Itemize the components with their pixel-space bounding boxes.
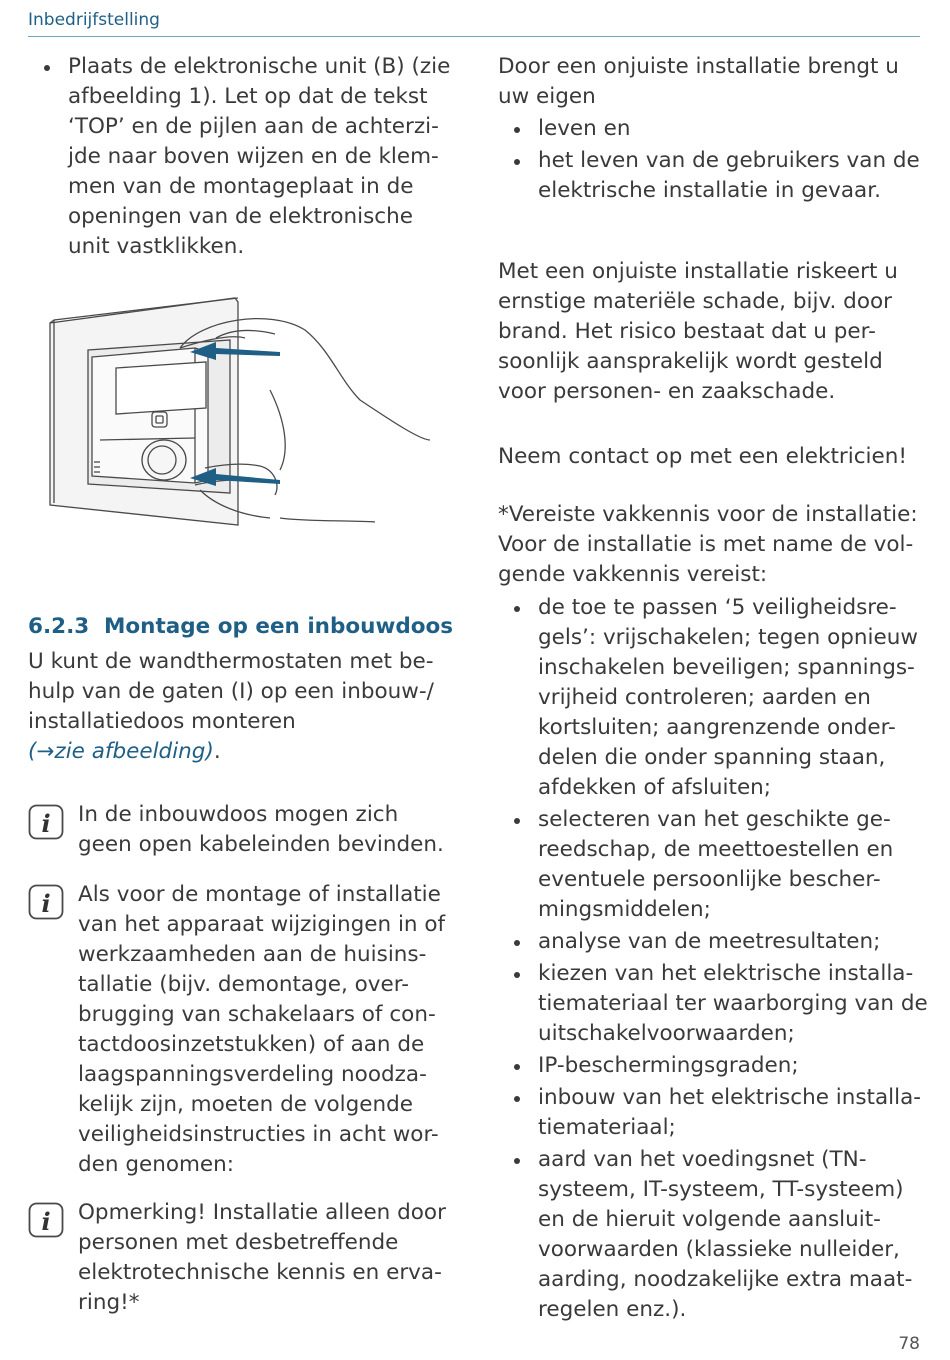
bullet1-text xyxy=(68,52,458,262)
req-intro-line: gende vakkennis vereist: xyxy=(498,562,768,587)
running-header: Inbedrijfstelling xyxy=(28,10,920,37)
requirement-item xyxy=(498,1083,928,1143)
requirement-item xyxy=(498,959,928,1049)
install-steps-list xyxy=(28,52,458,262)
note3-line: Opmerking! Installatie alleen door xyxy=(78,1200,446,1225)
paragraph-lines xyxy=(28,647,458,737)
left-column xyxy=(28,52,458,264)
damage-line: voor personen- en zaakschade. xyxy=(498,379,836,404)
requirement-item xyxy=(498,1051,928,1081)
requirement-item-line: regelen enz.). xyxy=(538,1297,687,1322)
note1-line: In de inbouwdoos mogen zich xyxy=(78,802,399,827)
note2-line: tallatie (bijv. demontage, over- xyxy=(78,972,409,997)
bullet1-line: ‘TOP’ en de pijlen aan de achterzi- xyxy=(68,114,439,139)
requirement-item-line: aarding, noodzakelijke extra maat- xyxy=(538,1267,913,1292)
paragraph-line: U kunt de wandthermostaten met be- xyxy=(28,649,434,674)
requirement-item-line: afdekken of afsluiten; xyxy=(538,775,772,800)
risk-list-block xyxy=(498,114,928,208)
requirement-item xyxy=(498,805,928,925)
mounting-illustration xyxy=(30,290,430,540)
bullet1-line: openingen van de elektronische xyxy=(68,204,413,229)
requirement-item-line: mingsmiddelen; xyxy=(538,897,711,922)
requirement-item-line: uitschakelvoorwaarden; xyxy=(538,1021,795,1046)
svg-text:i: i xyxy=(41,889,51,918)
note3-line: elektrotechnische kennis en erva- xyxy=(78,1260,442,1285)
required-knowledge-intro xyxy=(498,500,928,590)
requirement-item-line: inbouw van het elektrische installa- xyxy=(538,1085,922,1110)
requirement-item-line: en de hieruit volgende aansluit- xyxy=(538,1207,881,1232)
figure-reference: (→zie afbeelding) xyxy=(28,739,214,764)
intro-line: uw eigen xyxy=(498,84,596,109)
paragraph-line: hulp van de gaten (I) op een inbouw-/ xyxy=(28,679,434,704)
damage-line: ernstige materiële schade, bijv. door xyxy=(498,289,892,314)
requirement-item-line: vrijheid controleren; aarden en xyxy=(538,685,871,710)
bullet1-line: Plaats de elektronische unit (B) (zie xyxy=(68,54,451,79)
figure-reference-suffix: . xyxy=(213,739,221,764)
requirement-item-line: systeem, IT-systeem, TT-systeem) xyxy=(538,1177,904,1202)
svg-text:i: i xyxy=(41,1207,51,1236)
requirement-item-line: de toe te passen ‘5 veiligheidsre- xyxy=(538,595,897,620)
requirement-item-line: aard van het voedingsnet (TN- xyxy=(538,1147,867,1172)
paragraph-line: installatiedoos monteren xyxy=(28,709,296,734)
note3-line: ring!* xyxy=(78,1290,140,1315)
info-note-modifications xyxy=(28,880,458,1180)
note2-line: van het apparaat wijzigingen in of xyxy=(78,912,446,937)
risk-item xyxy=(498,114,928,144)
section-number: 6.2.3 xyxy=(28,614,90,639)
bullet1-line: men van de montageplaat in de xyxy=(68,174,414,199)
note2-line: veiligheidsinstructies in acht wor- xyxy=(78,1122,439,1147)
note2-line: laagspanningsverdeling noodza- xyxy=(78,1062,427,1087)
requirement-item xyxy=(498,927,928,957)
note1-text xyxy=(78,800,458,860)
mounting-paragraph xyxy=(28,647,458,767)
risk-item-line: leven en xyxy=(538,116,631,141)
requirement-item-line: inschakelen beveiligen; spannings- xyxy=(538,655,915,680)
requirement-item-line: gels’: vrijschakelen; tegen opnieuw xyxy=(538,625,918,650)
intro-line: Door een onjuiste installatie brengt u xyxy=(498,54,899,79)
requirement-item-line: analyse van de meetresultaten; xyxy=(538,929,881,954)
damage-line: soonlijk aansprakelijk wordt gesteld xyxy=(498,349,883,374)
note2-text xyxy=(78,880,458,1180)
damage-line: Met een onjuiste installatie riskeert u xyxy=(498,259,898,284)
risk-item-line: elektrische installatie in gevaar. xyxy=(538,178,881,203)
required-knowledge-list xyxy=(498,593,928,1325)
bullet1-line: jde naar boven wijzen en de klem- xyxy=(68,144,439,169)
bullet1-line: afbeelding 1). Let op dat de tekst xyxy=(68,84,428,109)
svg-text:i: i xyxy=(41,809,51,838)
section-title: Montage op een inbouwdoos xyxy=(104,614,454,639)
note3-line: personen met desbetreffende xyxy=(78,1230,399,1255)
requirement-item-line: tiemateriaal ter waarborging van de xyxy=(538,991,928,1016)
info-note-cable-ends xyxy=(28,800,458,860)
requirement-item xyxy=(498,593,928,803)
risk-list xyxy=(498,114,928,206)
requirement-item-line: eventuele persoonlijke bescher- xyxy=(538,867,881,892)
damage-line: brand. Het risico bestaat dat u per- xyxy=(498,319,876,344)
note2-line: brugging van schakelaars of con- xyxy=(78,1002,436,1027)
bullet1-line: unit vastklikken. xyxy=(68,234,245,259)
requirement-item xyxy=(498,1145,928,1325)
requirement-item-line: tiemateriaal; xyxy=(538,1115,676,1140)
note2-line: den genomen: xyxy=(78,1152,235,1177)
contact-electrician: Neem contact op met een elektricien! xyxy=(498,444,907,469)
note1-line: geen open kabeleinden bevinden. xyxy=(78,832,444,857)
risk-item xyxy=(498,146,928,206)
page-number: 78 xyxy=(898,1334,920,1354)
requirement-item-line: voorwaarden (klassieke nulleider, xyxy=(538,1237,900,1262)
requirement-item-line: delen die onder spanning staan, xyxy=(538,745,886,770)
thermostat-mounting-drawing xyxy=(30,290,430,540)
note2-line: Als voor de montage of installatie xyxy=(78,882,441,907)
requirement-item-line: kortsluiten; aangrenzende onder- xyxy=(538,715,896,740)
info-icon xyxy=(28,804,64,840)
requirement-item-line: selecteren van het geschikte ge- xyxy=(538,807,891,832)
risk-item-line: het leven van de gebruikers van de xyxy=(538,148,920,173)
info-icon xyxy=(28,884,64,920)
note2-line: werkzaamheden aan de huisins- xyxy=(78,942,427,967)
info-note-qualified-installer xyxy=(28,1198,458,1318)
info-icon xyxy=(28,1202,64,1238)
note3-text xyxy=(78,1198,458,1318)
requirement-item-line: reedschap, de meettoestellen en xyxy=(538,837,894,862)
req-intro-line: Voor de installatie is met name de vol- xyxy=(498,532,914,557)
note2-line: kelijk zijn, moeten de volgende xyxy=(78,1092,414,1117)
req-intro-line: *Vereiste vakkennis voor de installatie: xyxy=(498,502,918,527)
risk-intro xyxy=(498,52,928,112)
requirement-item-line: IP-beschermingsgraden; xyxy=(538,1053,799,1078)
paragraph-ref-line xyxy=(28,737,458,767)
damage-paragraph xyxy=(498,257,928,407)
note2-line: tactdoosinzetstukken) of aan de xyxy=(78,1032,425,1057)
requirement-item-line: kiezen van het elektrische installa- xyxy=(538,961,914,986)
required-knowledge-block xyxy=(498,593,928,1327)
section-heading xyxy=(28,614,458,639)
step-bullet-place-unit xyxy=(28,52,458,262)
